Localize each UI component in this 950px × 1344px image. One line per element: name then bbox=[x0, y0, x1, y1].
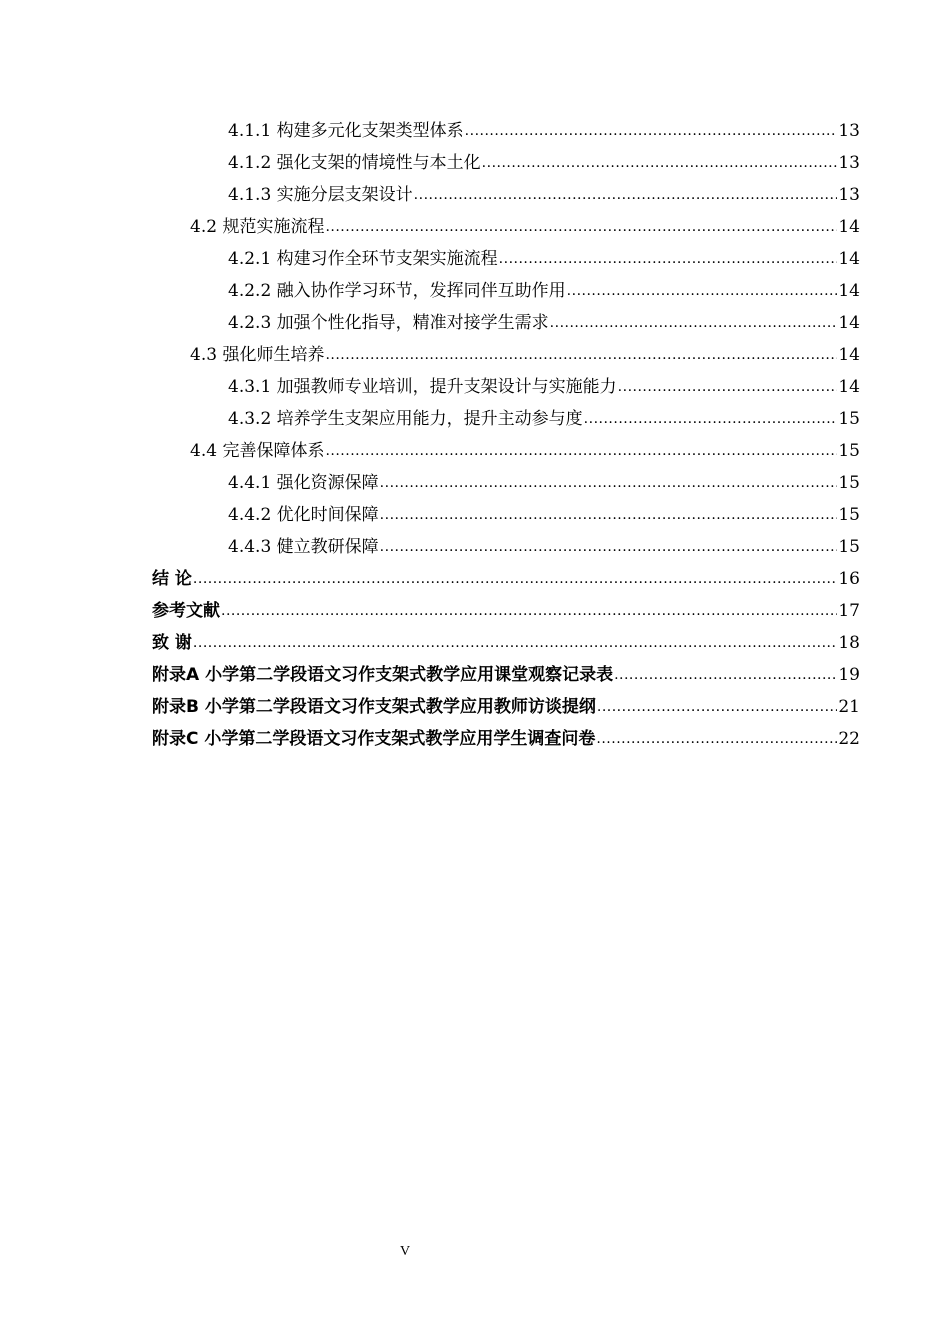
toc-entry[interactable] bbox=[0, 595, 860, 627]
toc-entry[interactable] bbox=[0, 243, 860, 275]
toc-dot-leader bbox=[499, 243, 838, 275]
toc-entry-title: 4.2.3 加强个性化指导，精准对接学生需求 bbox=[228, 313, 549, 333]
toc-dot-leader bbox=[465, 115, 838, 147]
toc-entry-page: 16 bbox=[838, 569, 860, 589]
toc-entry-page: 22 bbox=[838, 729, 860, 749]
toc-entry-page: 14 bbox=[838, 345, 860, 365]
toc-dot-leader bbox=[597, 691, 837, 723]
toc-entry-title: 4.3.2 培养学生支架应用能力，提升主动参与度 bbox=[228, 409, 583, 429]
toc-entry[interactable] bbox=[0, 531, 860, 563]
toc-entry-title: 4.4.1 强化资源保障 bbox=[228, 473, 379, 493]
toc-entry[interactable] bbox=[0, 467, 860, 499]
toc-dot-leader bbox=[584, 403, 838, 435]
toc-entry[interactable] bbox=[0, 147, 860, 179]
toc-entry[interactable] bbox=[0, 723, 860, 755]
toc-dot-leader bbox=[325, 339, 837, 371]
toc-dot-leader bbox=[221, 595, 837, 627]
toc-entry-title: 4.2 规范实施流程 bbox=[190, 217, 325, 237]
toc-entry-page: 14 bbox=[838, 377, 860, 397]
toc-entry[interactable] bbox=[0, 403, 860, 435]
toc-entry[interactable] bbox=[0, 211, 860, 243]
toc-entry[interactable] bbox=[0, 691, 860, 723]
toc-entry-page: 15 bbox=[838, 409, 860, 429]
table-of-contents bbox=[0, 115, 950, 755]
toc-dot-leader bbox=[550, 307, 838, 339]
toc-entry-title: 4.1.3 实施分层支架设计 bbox=[228, 185, 413, 205]
toc-entry-title: 结 论 bbox=[152, 569, 192, 589]
toc-entry-title: 4.2.2 融入协作学习环节，发挥同伴互助作用 bbox=[228, 281, 566, 301]
toc-entry[interactable] bbox=[0, 659, 860, 691]
toc-dot-leader bbox=[380, 499, 838, 531]
toc-entry-page: 13 bbox=[838, 153, 860, 173]
toc-entry-page: 15 bbox=[838, 473, 860, 493]
toc-entry-title: 4.4.3 健立教研保障 bbox=[228, 537, 379, 557]
toc-entry[interactable] bbox=[0, 115, 860, 147]
toc-entry[interactable] bbox=[0, 563, 860, 595]
toc-dot-leader bbox=[482, 147, 838, 179]
toc-entry-page: 14 bbox=[838, 249, 860, 269]
toc-entry-page: 15 bbox=[838, 537, 860, 557]
toc-entry-title: 附录A 小学第二学段语文习作支架式教学应用课堂观察记录表 bbox=[152, 665, 614, 685]
toc-entry-title: 附录B 小学第二学段语文习作支架式教学应用教师访谈提纲 bbox=[152, 697, 596, 717]
toc-entry-title: 致 谢 bbox=[152, 633, 192, 653]
toc-entry-page: 14 bbox=[838, 313, 860, 333]
toc-entry[interactable] bbox=[0, 339, 860, 371]
toc-dot-leader bbox=[596, 723, 837, 755]
toc-entry-page: 15 bbox=[838, 505, 860, 525]
toc-entry-title: 参考文献 bbox=[152, 601, 220, 621]
toc-dot-leader bbox=[193, 563, 837, 595]
toc-entry[interactable] bbox=[0, 179, 860, 211]
toc-entry[interactable] bbox=[0, 307, 860, 339]
toc-entry-title: 4.3.1 加强教师专业培训，提升支架设计与实施能力 bbox=[228, 377, 617, 397]
toc-entry-title: 4.3 强化师生培养 bbox=[190, 345, 325, 365]
toc-entry[interactable] bbox=[0, 275, 860, 307]
toc-entry-title: 4.1.1 构建多元化支架类型体系 bbox=[228, 121, 464, 141]
toc-entry-page: 18 bbox=[838, 633, 860, 653]
toc-entry-title: 4.2.1 构建习作全环节支架实施流程 bbox=[228, 249, 498, 269]
toc-dot-leader bbox=[414, 179, 838, 211]
toc-entry-page: 19 bbox=[838, 665, 860, 685]
toc-entry[interactable] bbox=[0, 371, 860, 403]
toc-dot-leader bbox=[380, 467, 838, 499]
page-number: V bbox=[399, 1244, 411, 1259]
toc-dot-leader bbox=[325, 211, 837, 243]
toc-entry[interactable] bbox=[0, 627, 860, 659]
toc-dot-leader bbox=[614, 659, 837, 691]
toc-dot-leader bbox=[380, 531, 838, 563]
toc-entry-title: 4.1.2 强化支架的情境性与本土化 bbox=[228, 153, 481, 173]
toc-entry-page: 21 bbox=[838, 697, 860, 717]
toc-entry-page: 15 bbox=[838, 441, 860, 461]
toc-dot-leader bbox=[618, 371, 838, 403]
toc-entry-page: 13 bbox=[838, 121, 860, 141]
toc-entry-title: 4.4 完善保障体系 bbox=[190, 441, 325, 461]
toc-entry-page: 14 bbox=[838, 217, 860, 237]
toc-dot-leader bbox=[325, 435, 837, 467]
toc-dot-leader bbox=[193, 627, 837, 659]
toc-entry-page: 17 bbox=[838, 601, 860, 621]
toc-entry-page: 14 bbox=[838, 281, 860, 301]
toc-dot-leader bbox=[567, 275, 838, 307]
toc-entry-title: 附录C 小学第二学段语文习作支架式教学应用学生调查问卷 bbox=[152, 729, 596, 749]
toc-entry-page: 13 bbox=[838, 185, 860, 205]
toc-entry[interactable] bbox=[0, 499, 860, 531]
toc-entry[interactable] bbox=[0, 435, 860, 467]
toc-entry-title: 4.4.2 优化时间保障 bbox=[228, 505, 379, 525]
